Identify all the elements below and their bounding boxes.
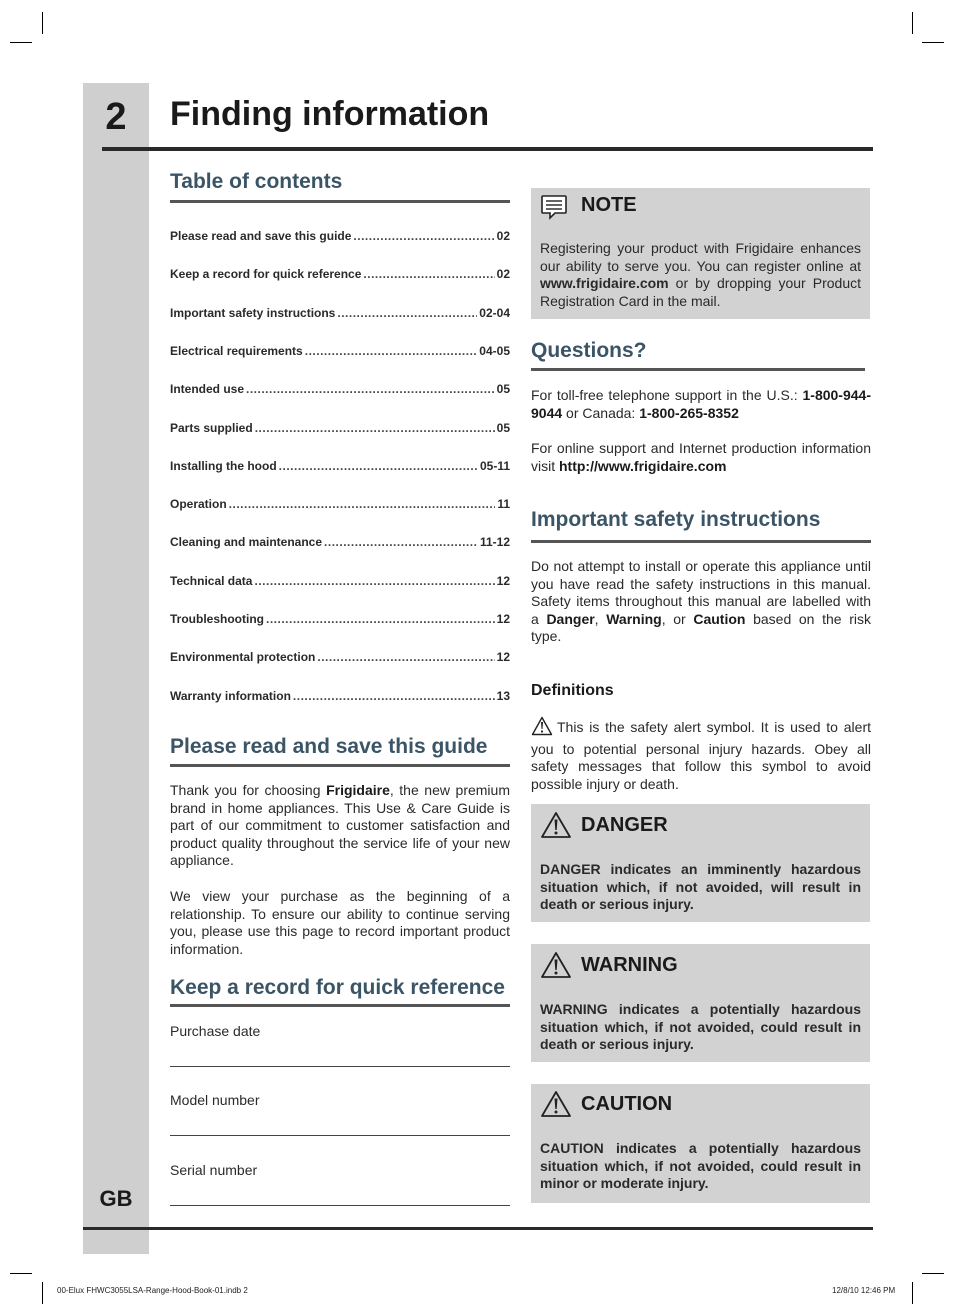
toc-entry[interactable] xyxy=(170,382,510,396)
footer-datetime: 12/8/10 12:46 PM xyxy=(832,1286,896,1295)
toc-entry-label: Environmental protection xyxy=(170,650,316,665)
toc-entry-page: 02 xyxy=(496,229,510,243)
warning-triangle-icon xyxy=(540,1090,572,1123)
footer-filename: 00-Elux FHWC3055LSA-Range-Hood-Book-01.indb 2 xyxy=(57,1286,248,1295)
title-rule xyxy=(102,147,873,151)
toc-leader-dots xyxy=(337,306,477,320)
note-box xyxy=(531,188,870,319)
toc-leader-dots xyxy=(363,267,494,281)
toc-rule xyxy=(170,200,510,203)
toc-entry-page: 05 xyxy=(496,382,510,397)
toc-leader-dots xyxy=(266,612,495,626)
questions-phone-paragraph: For toll-free telephone support in the U.S.: 1-800-944-9044 or Canada: 1-800-265-8352 xyxy=(531,387,871,421)
toc-leader-dots xyxy=(229,497,496,511)
crop-mark xyxy=(10,1273,32,1274)
toc-entry-label: Warranty information xyxy=(170,688,291,703)
crop-mark xyxy=(42,12,43,34)
serial-number-line[interactable] xyxy=(170,1205,510,1206)
toc-entry-page: 04-05 xyxy=(479,343,510,358)
toc-entry-label: Technical data xyxy=(170,573,253,588)
toc-entry-label: Operation xyxy=(170,497,227,512)
please-read-paragraph-1: Thank you for choosing Frigidaire, the new premium brand in home appliances. This Use & Care Guide is part of our commitment to customer satisfaction and product quality throughout the service life of your new appliance. xyxy=(170,782,510,869)
toc-entry-label: Keep a record for quick reference xyxy=(170,267,362,282)
safety-paragraph: Do not attempt to install or operate this appliance until you have read the safety instructions in this manual. Safety items throughout this manual are labelled with a Danger, Warning, or Caution based on the risk type. xyxy=(531,558,871,645)
crop-mark xyxy=(10,42,32,43)
toc-entry-label: Intended use xyxy=(170,382,245,397)
toc-leader-dots xyxy=(324,535,478,549)
toc-entry-page: 12 xyxy=(496,573,510,588)
toc-entry[interactable] xyxy=(170,574,510,588)
crop-mark xyxy=(912,1282,913,1304)
note-icon xyxy=(540,194,568,225)
toc-entry-page: 05-11 xyxy=(479,458,510,473)
toc-entry[interactable] xyxy=(170,650,510,664)
toc-entry[interactable] xyxy=(170,267,510,281)
toc-leader-dots xyxy=(246,382,495,396)
crop-mark xyxy=(42,1282,43,1304)
page-title: Finding information xyxy=(170,95,490,133)
canada-phone[interactable]: 1-800-265-8352 xyxy=(639,404,739,421)
toc-entry-page: 11-12 xyxy=(479,535,510,550)
toc-leader-dots xyxy=(293,689,495,703)
note-heading: NOTE xyxy=(581,194,637,216)
definitions-heading: Definitions xyxy=(531,682,614,699)
crop-mark xyxy=(922,42,944,43)
definitions-text: This is the safety alert symbol. It is used to alert you to potential personal injury hazards. Obey all safety messages that follow this symbol to avoid possible injury or death. xyxy=(531,716,871,793)
toc-entry-label: Troubleshooting xyxy=(170,612,264,626)
toc-entry-page: 05 xyxy=(496,420,510,435)
toc-entry[interactable] xyxy=(170,612,510,626)
toc-entry-label: Please read and save this guide xyxy=(170,229,352,243)
danger-heading: DANGER xyxy=(581,814,668,836)
please-read-heading: Please read and save this guide xyxy=(170,735,488,758)
safety-heading: Important safety instructions xyxy=(531,508,821,531)
please-read-paragraph-2: We view your purchase as the beginning of a relationship. To ensure our ability to continue serving you, please use this page to record important product information. xyxy=(170,888,510,957)
warning-text: WARNING indicates a potentially hazardous situation which, if not avoided, could result in death or serious injury. xyxy=(540,1001,861,1053)
frigidaire-url[interactable]: www.frigidaire.com xyxy=(540,275,669,292)
questions-heading: Questions? xyxy=(531,339,647,362)
toc-entry-label: Installing the hood xyxy=(170,458,277,473)
toc-entry-label: Electrical requirements xyxy=(170,343,303,358)
serial-number-label: Serial number xyxy=(170,1162,258,1178)
toc-leader-dots xyxy=(279,459,478,473)
toc-entry-page: 02-04 xyxy=(479,305,510,320)
page-number: 2 xyxy=(105,96,127,138)
toc-entry[interactable] xyxy=(170,421,510,435)
warning-heading: WARNING xyxy=(581,954,678,976)
record-rule xyxy=(170,1004,510,1007)
us-phone[interactable]: 1-800-944-9044 xyxy=(531,387,871,421)
toc-leader-dots xyxy=(305,344,478,358)
bottom-rule xyxy=(83,1227,873,1230)
purchase-date-line[interactable] xyxy=(170,1066,510,1067)
toc-leader-dots xyxy=(255,421,495,435)
warning-triangle-icon xyxy=(540,951,572,984)
page-sidebar xyxy=(83,83,149,1254)
toc-entry-page: 11 xyxy=(497,497,510,512)
questions-online-paragraph: For online support and Internet production information visit http://www.frigidaire.com xyxy=(531,440,871,474)
danger-box xyxy=(531,804,870,922)
warning-box xyxy=(531,944,870,1062)
toc-entry-label: Important safety instructions xyxy=(170,305,336,320)
record-heading: Keep a record for quick reference xyxy=(170,976,505,999)
model-number-label: Model number xyxy=(170,1092,260,1108)
support-url[interactable]: http://www.frigidaire.com xyxy=(559,457,727,474)
toc-entry[interactable] xyxy=(170,459,510,473)
toc-leader-dots xyxy=(317,650,494,664)
toc-entry-page: 12 xyxy=(496,612,510,626)
please-read-rule xyxy=(170,764,510,767)
toc-entry[interactable] xyxy=(170,344,510,358)
toc-entry[interactable] xyxy=(170,535,510,549)
warning-triangle-icon xyxy=(531,716,553,741)
toc-entry-page: 02 xyxy=(496,267,510,282)
toc-entry[interactable] xyxy=(170,689,510,703)
warning-triangle-icon xyxy=(540,811,572,844)
safety-rule xyxy=(531,540,871,543)
purchase-date-label: Purchase date xyxy=(170,1023,261,1039)
crop-mark xyxy=(922,1273,944,1274)
toc-leader-dots xyxy=(353,229,494,243)
danger-text: DANGER indicates an imminently hazardous situation which, if not avoided, will result in death or serious injury. xyxy=(540,861,861,913)
toc-entry-page: 12 xyxy=(496,650,510,665)
note-text: Registering your product with Frigidaire enhances our ability to serve you. You can register online at www.frigidaire.com or by dropping your Product Registration Card in the mail. xyxy=(540,240,861,309)
crop-mark xyxy=(912,12,913,34)
toc-entry[interactable] xyxy=(170,306,510,320)
caution-text: CAUTION indicates a potentially hazardous situation which, if not avoided, could result in minor or moderate injury. xyxy=(540,1140,861,1192)
toc-entry-label: Parts supplied xyxy=(170,420,253,435)
toc-heading: Table of contents xyxy=(170,170,343,193)
language-code: GB xyxy=(99,1186,133,1211)
model-number-line[interactable] xyxy=(170,1135,510,1136)
caution-box xyxy=(531,1084,870,1203)
toc-leader-dots xyxy=(254,574,494,588)
toc-entry[interactable] xyxy=(170,229,510,243)
toc-entry[interactable] xyxy=(170,497,510,511)
toc-entry-label: Cleaning and maintenance xyxy=(170,535,323,550)
caution-heading: CAUTION xyxy=(581,1093,673,1115)
toc-entry-page: 13 xyxy=(496,688,510,703)
questions-rule xyxy=(531,368,865,371)
